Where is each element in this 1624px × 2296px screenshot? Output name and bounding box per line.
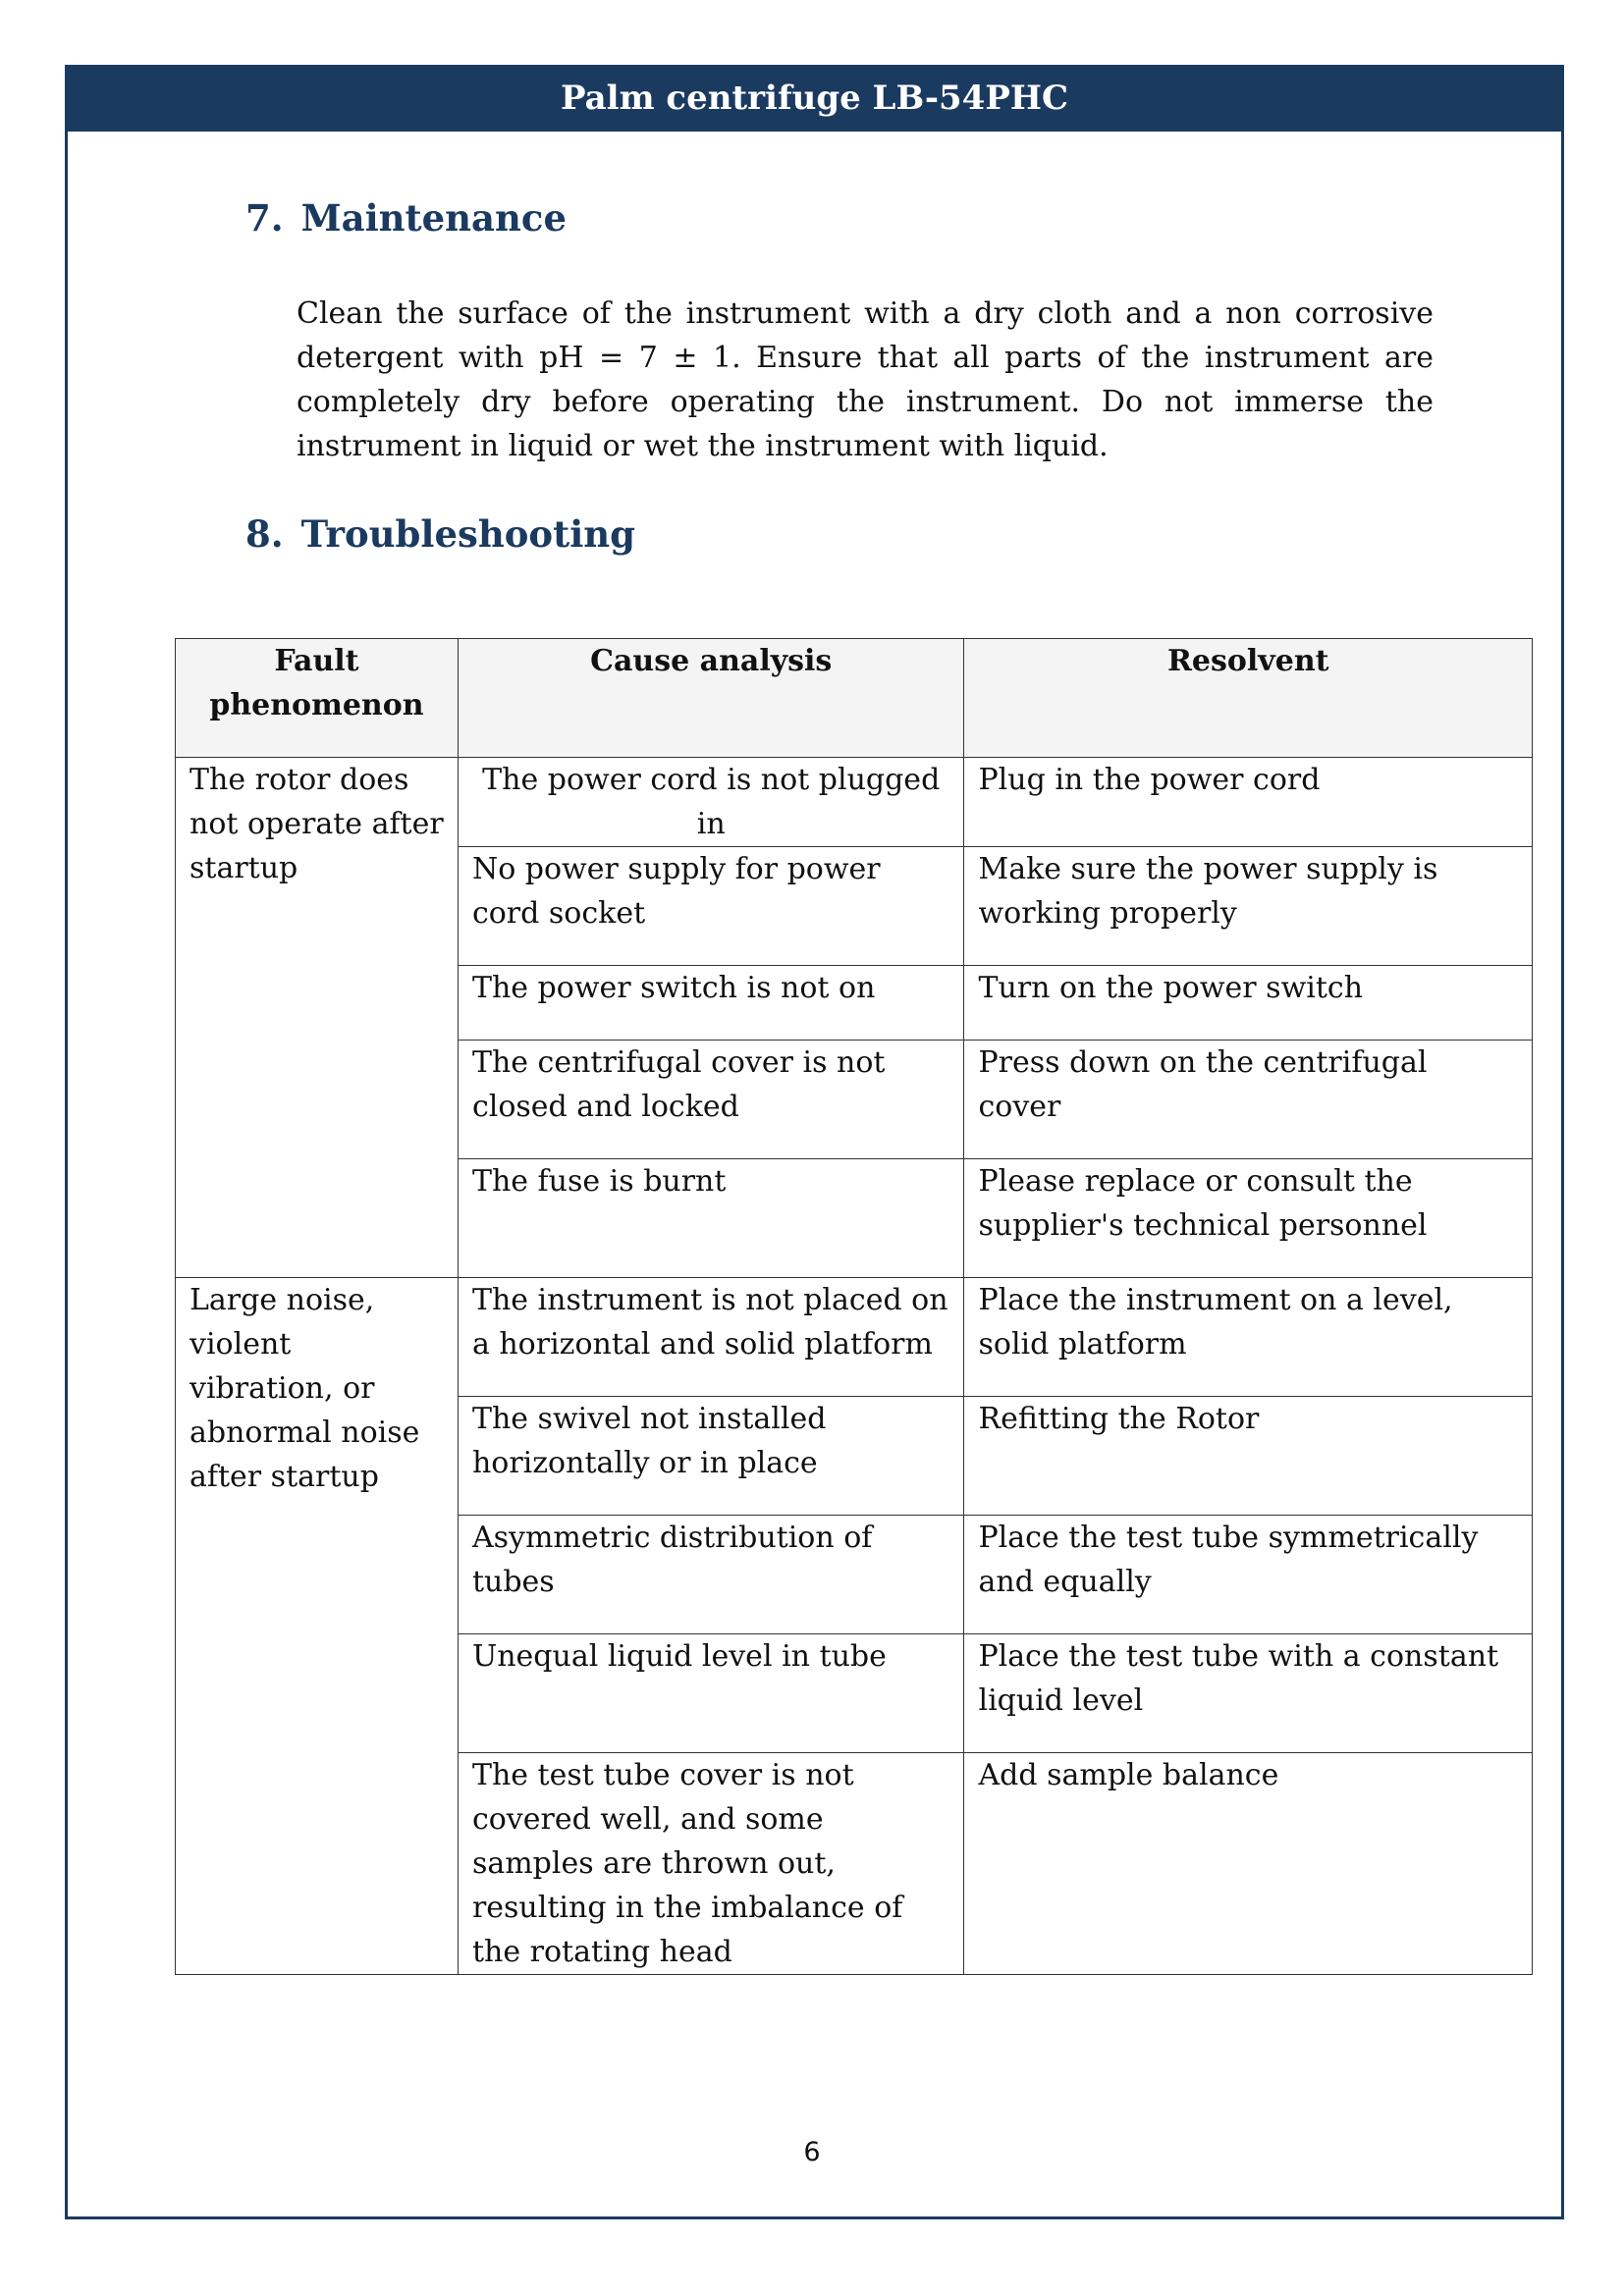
header-title: Palm centrifuge LB-54PHC <box>560 79 1069 118</box>
table-header-row <box>176 639 1533 758</box>
cause-cell: The power cord is not plugged in <box>458 758 964 847</box>
document-header <box>65 65 1564 132</box>
cause-cell: The instrument is not placed on a horizontal and solid platform <box>458 1278 964 1397</box>
resolvent-cell: Make sure the power supply is working properly <box>964 847 1533 966</box>
column-header-fault: Fault phenomenon <box>176 639 459 758</box>
resolvent-cell: Place the test tube with a constant liquid level <box>964 1634 1533 1753</box>
cause-cell: Unequal liquid level in tube <box>458 1634 964 1753</box>
resolvent-cell: Press down on the centrifugal cover <box>964 1041 1533 1159</box>
table-row <box>176 1278 1533 1397</box>
resolvent-cell: Plug in the power cord <box>964 758 1533 847</box>
cause-cell: The swivel not installed horizontally or in place <box>458 1397 964 1516</box>
section-heading-troubleshooting <box>245 512 635 556</box>
section-number: 7. <box>245 196 284 240</box>
maintenance-paragraph: Clean the surface of the instrument with a dry cloth and a non corrosive detergent with pH = 7 ± 1. Ensure that all parts of the instrument are completely dry before operating the instrument. Do not immerse the instrument in liquid or wet the instrument with liquid. <box>297 296 1434 463</box>
resolvent-cell: Refitting the Rotor <box>964 1397 1533 1516</box>
resolvent-cell: Please replace or consult the supplier's technical personnel <box>964 1159 1533 1278</box>
section-title: Maintenance <box>300 196 568 240</box>
cause-cell: The test tube cover is not covered well, and some samples are thrown out, resulting in the imbalance of the rotating head <box>458 1753 964 1975</box>
resolvent-cell: Turn on the power switch <box>964 966 1533 1041</box>
section-number: 8. <box>245 512 284 556</box>
column-header-resolvent: Resolvent <box>964 639 1533 758</box>
cause-cell: No power supply for power cord socket <box>458 847 964 966</box>
cause-cell: The fuse is burnt <box>458 1159 964 1278</box>
fault-cell: Large noise, violent vibration, or abnormal noise after startup <box>176 1278 459 1975</box>
resolvent-cell: Add sample balance <box>964 1753 1533 1975</box>
resolvent-cell: Place the instrument on a level, solid platform <box>964 1278 1533 1397</box>
section-heading-maintenance <box>245 196 567 240</box>
cause-cell: Asymmetric distribution of tubes <box>458 1516 964 1634</box>
cause-cell: The power switch is not on <box>458 966 964 1041</box>
resolvent-cell: Place the test tube symmetrically and equally <box>964 1516 1533 1634</box>
cause-cell: The centrifugal cover is not closed and locked <box>458 1041 964 1159</box>
section-title: Troubleshooting <box>300 512 636 556</box>
fault-cell: The rotor does not operate after startup <box>176 758 459 1278</box>
column-header-cause: Cause analysis <box>458 639 964 758</box>
page-number: 6 <box>803 2137 821 2167</box>
table-row <box>176 758 1533 847</box>
troubleshooting-table <box>175 638 1533 1975</box>
